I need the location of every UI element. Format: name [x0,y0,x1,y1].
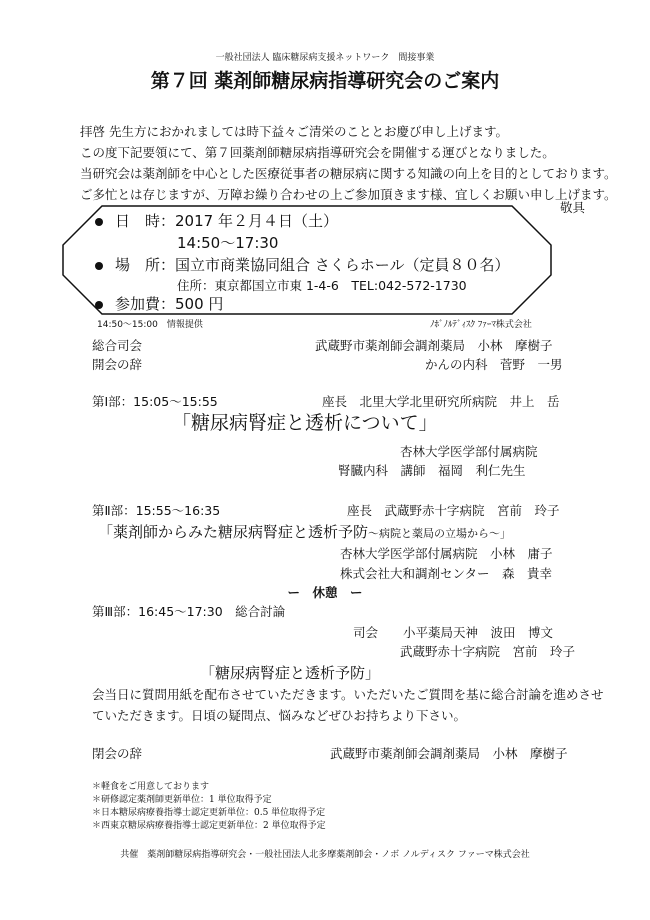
program-part1-speaker: 腎臓内科 講師 福岡 利仁先生 [338,463,526,478]
program-closing-label: 閉会の辞 [92,746,143,761]
program-part3-desc-2: ていただきます。日頃の疑問点、悩みなどぜひお持ちより下さい。 [92,708,467,723]
bullet-icon [95,301,103,309]
program-part3-mc-2: 武蔵野赤十字病院 宮前 玲子 [400,644,576,659]
program-opening-label: 開会の辞 [92,357,143,372]
program-part2-speaker-1: 杏林大学医学部付属病院 小林 庸子 [340,546,553,561]
program-part3-title: 「糖尿病腎症と透析予防」 [200,664,381,682]
program-part1-chair: 座長 北里大学北里研究所病院 井上 岳 [322,394,560,409]
program-part1-title: 「糖尿病腎症と透析について」 [172,412,438,434]
note-line-4: ＊西東京糖尿病療養指導士認定更新単位：2 単位取得予定 [92,821,326,831]
info-place-label: 場 所： [115,256,176,274]
program-mc-label: 総合司会 [92,338,143,353]
program-info-time: 14:50～15:00 情報提供 [97,320,203,330]
note-line-3: ＊日本糖尿病療養指導士認定更新単位：0.5 単位取得予定 [92,808,326,818]
info-fee-row [95,295,223,313]
program-part3-mc: 司会 小平薬局天神 波田 博文 [353,625,554,640]
greeting-line-4: ご多忙とは存じますが、万障お繰り合わせの上ご参加頂きます様、宜しくお願い申し上げます。 [80,187,617,202]
program-break: ー 休憩 ー [287,585,363,600]
info-place-row [95,256,510,274]
greeting-line-1: 拝啓 先生方におかれましては時下益々ご清栄のこととお慶び申し上げます。 [80,124,508,139]
greeting-line-3: 当研究会は薬剤師を中心とした医療従事者の糖尿病に関する知識の向上を目的としております。 [80,166,617,181]
info-place-value: 国立市商業協同組合 さくらホール（定員８０名） [175,256,510,274]
program-part1-time: 第Ⅰ部：15:05～15:55 [92,394,218,409]
program-part1-speaker-org: 杏林大学医学部付属病院 [400,444,538,459]
program-part2-title-sub: ～病院と薬局の立場から～」 [368,527,512,540]
footer-cosponsors: 共催 薬剤師糖尿病指導研究会・一般社団法人北多摩薬剤師会・ノボ ノルディスク ファーマ株式会社 [120,850,530,860]
info-fee-value: 500 円 [175,295,224,313]
page-title: 第７回 薬剤師糖尿病指導研究会のご案内 [150,70,500,92]
info-date-row [95,212,338,230]
program-part3-desc-1: 会当日に質問用紙を配布させていただきます。いただいたご質問を基に総合討論を進めさせ [92,687,604,702]
program-mc-name: 武蔵野市薬剤師会調剤薬局 小林 摩樹子 [315,338,553,353]
greeting-closing: 敬具 [560,200,586,215]
program-part2-speaker-2: 株式会社大和調剤センター 森 貴幸 [340,566,553,581]
greeting-line-2: この度下記要領にて、第７回薬剤師糖尿病指導研究会を開催する運びとなりました。 [80,145,555,160]
info-date-value: 2017 年２月４日（土） [175,212,338,230]
program-part2-title [98,522,511,541]
bullet-icon [95,218,103,226]
info-fee-label: 参加費： [115,295,176,313]
info-time-value: 14:50～17:30 [177,234,279,252]
program-closing-name: 武蔵野市薬剤師会調剤薬局 小林 摩樹子 [330,746,568,761]
program-part2-time: 第Ⅱ部：15:55～16:35 [92,503,221,518]
info-address: 住所：東京都国立市東 1-4-6 TEL:042-572-1730 [177,278,467,293]
program-opening-name: かんの内科 菅野 一男 [425,357,563,372]
note-line-2: ＊研修認定薬剤師更新単位：1 単位取得予定 [92,795,272,805]
bullet-icon [95,262,103,270]
program-part3-time: 第Ⅲ部：16:45～17:30 総合討論 [92,604,286,619]
program-info-sponsor: ﾉﾎﾞﾉﾙﾃﾞｨｽｸ ﾌｧｰﾏ株式会社 [430,320,532,330]
program-part2-title-main: 「薬剤師からみた糖尿病腎症と透析予防 [98,523,369,541]
program-part2-chair: 座長 武蔵野赤十字病院 宮前 玲子 [347,503,560,518]
note-line-1: ＊軽食をご用意しております [92,782,210,792]
info-date-label: 日 時： [115,212,176,230]
organizer-line: 一般社団法人 臨床糖尿病支援ネットワーク 間接事業 [215,53,435,63]
